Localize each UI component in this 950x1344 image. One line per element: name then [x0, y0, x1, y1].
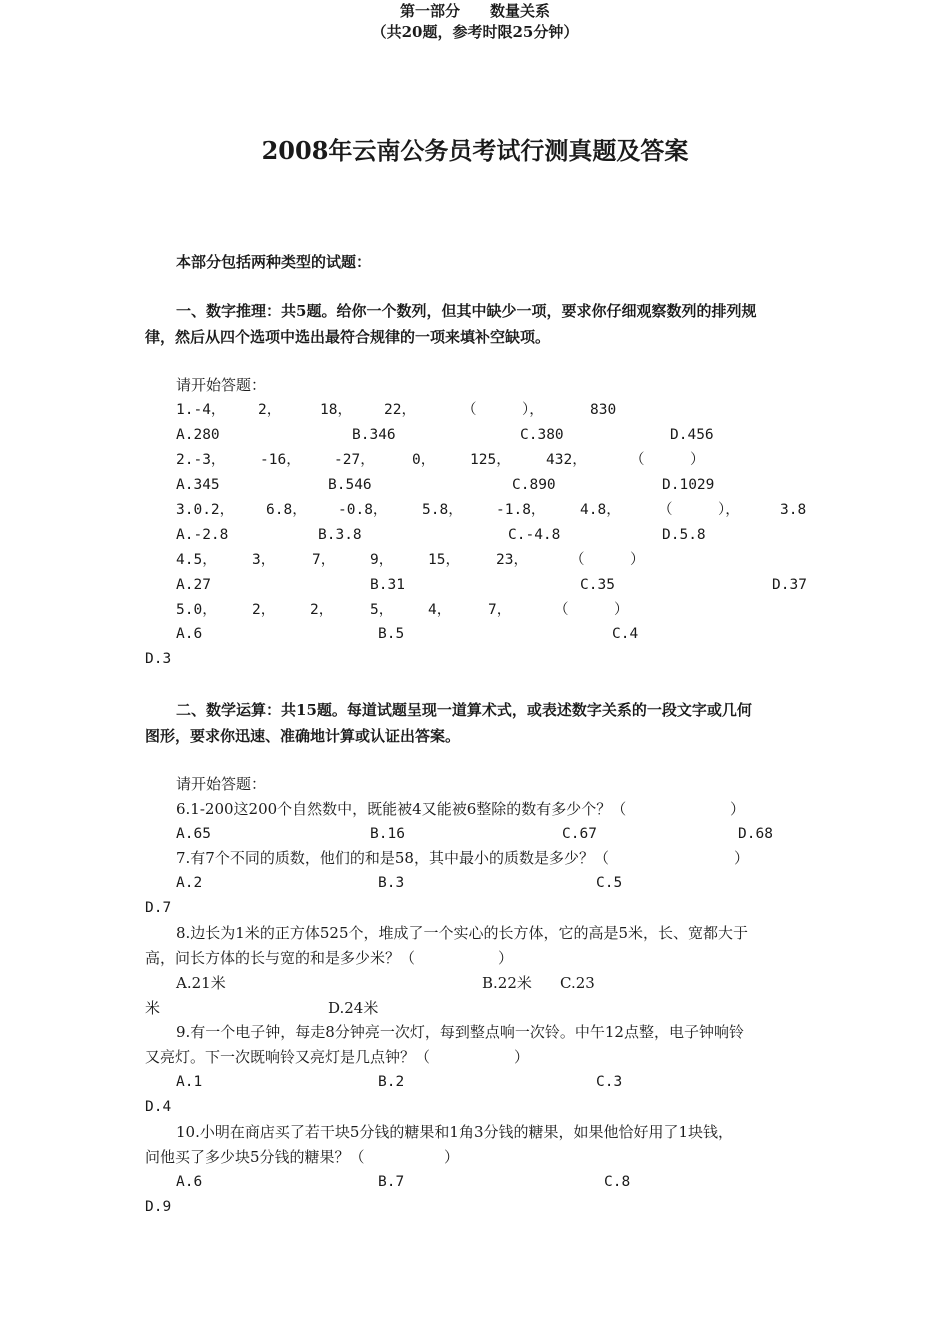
q9-text-line1: 9.有一个电子钟，每走8分钟亮一次灯，每到整点响一次铃。中午12点整，电子钟响铃: [176, 1023, 744, 1041]
q5-option-c: C.4: [612, 626, 639, 642]
q5-option-b: B.5: [378, 626, 405, 642]
q7-text: 7.有7个不同的质数，他们的和是58，其中最小的质数是多少？（: [176, 849, 609, 867]
q6-text: 6.1-200这200个自然数中，既能被4又能被6整除的数有多少个？（: [176, 800, 627, 818]
q2-term: 125，: [470, 452, 511, 468]
q4-term: 3，: [252, 552, 276, 568]
q10-blank-close: ）: [444, 1148, 460, 1166]
q2-number: 2.-3，: [176, 452, 226, 468]
q2-term: -16，: [260, 452, 301, 468]
q1-term: 18，: [320, 402, 352, 418]
q4-option-d: D.37: [772, 577, 807, 593]
q5-term: 4，: [428, 602, 452, 618]
q10-option-a: A.6: [176, 1174, 203, 1190]
q7-option-d: D.7: [145, 900, 172, 916]
q6-option-a: A.65: [176, 826, 211, 842]
q1-option-d: D.456: [670, 427, 714, 443]
section2-desc-line2: 图形，要求你迅速、准确地计算或认证出答案。: [145, 727, 461, 745]
q2-term: 432，: [546, 452, 587, 468]
q9-option-b: B.2: [378, 1074, 405, 1090]
q10-option-c: C.8: [604, 1174, 631, 1190]
q9-text-line2: 又亮灯。下一次既响铃又亮灯是几点钟？（: [145, 1048, 431, 1066]
q8-text-line2: 高，问长方体的长与宽的和是多少米？（: [145, 949, 416, 967]
q4-term: 9，: [370, 552, 394, 568]
q1-number: 1.-4，: [176, 402, 226, 418]
section2-start: 请开始答题：: [176, 775, 267, 793]
q3-term: -0.8，: [338, 502, 388, 518]
q5-option-d: D.3: [145, 651, 172, 667]
q5-option-a: A.6: [176, 626, 203, 642]
q8-option-a: A.21米: [176, 974, 226, 992]
q5-term: 7，: [488, 602, 512, 618]
q5-number: 5.0，: [176, 602, 217, 618]
q6-option-c: C.67: [562, 826, 597, 842]
q10-option-b: B.7: [378, 1174, 405, 1190]
q4-option-b: B.31: [370, 577, 405, 593]
q3-term: 6.8，: [266, 502, 307, 518]
q7-blank-close: ）: [734, 849, 750, 867]
q8-option-c: C.23: [560, 974, 595, 992]
q1-term: 22，: [384, 402, 416, 418]
q8-option-c-unit: 米: [145, 999, 161, 1017]
section1-desc-line1: 一、数字推理：共5题。给你一个数列，但其中缺少一项，要求你仔细观察数列的排列规: [176, 302, 757, 320]
q7-option-c: C.5: [596, 875, 623, 891]
document-title: 2008年云南公务员考试行测真题及答案: [261, 136, 689, 165]
q4-term: 7，: [312, 552, 336, 568]
q3-term: 5.8，: [422, 502, 463, 518]
q7-option-b: B.3: [378, 875, 405, 891]
q4-term: 23，: [496, 552, 528, 568]
intro-text: 本部分包括两种类型的试题：: [176, 253, 372, 271]
q9-option-d: D.4: [145, 1099, 172, 1115]
q8-option-b: B.22米: [482, 974, 532, 992]
q3-option-a: A.-2.8: [176, 527, 229, 543]
q10-option-d: D.9: [145, 1199, 172, 1215]
q2-blank-close: ）: [690, 452, 705, 468]
q9-option-c: C.3: [596, 1074, 623, 1090]
q6-blank-close: ）: [730, 800, 746, 818]
q1-option-a: A.280: [176, 427, 220, 443]
q1-term: 2，: [258, 402, 282, 418]
section1-desc-line2: 律，然后从四个选项中选出最符合规律的一项来填补空缺项。: [145, 328, 551, 346]
q2-term: 0，: [412, 452, 436, 468]
part-note: （共20题，参考时限25分钟）: [371, 23, 579, 41]
q2-term: -27，: [334, 452, 375, 468]
q2-option-d: D.1029: [662, 477, 715, 493]
q5-term: 2，: [252, 602, 276, 618]
q2-option-c: C.890: [512, 477, 556, 493]
q1-option-c: C.380: [520, 427, 564, 443]
q4-term: 15，: [428, 552, 460, 568]
q9-blank-close: ）: [514, 1048, 530, 1066]
q6-option-d: D.68: [738, 826, 773, 842]
q5-term: 5，: [370, 602, 394, 618]
q3-number: 3.0.2，: [176, 502, 235, 518]
q5-blank-open: （: [554, 602, 569, 618]
q1-term: 830: [590, 402, 617, 418]
q10-text-line2: 问他买了多少块5分钱的糖果？（: [145, 1148, 365, 1166]
q5-term: 2，: [310, 602, 334, 618]
q4-blank-close: ）: [630, 552, 645, 568]
q3-blank-open: （: [658, 502, 673, 518]
q8-blank-close: ）: [498, 949, 514, 967]
q7-option-a: A.2: [176, 875, 203, 891]
q5-blank-close: ）: [614, 602, 629, 618]
q4-option-a: A.27: [176, 577, 211, 593]
q3-option-c: C.-4.8: [508, 527, 561, 543]
q8-text-line1: 8.边长为1米的正方体525个，堆成了一个实心的长方体，它的高是5米，长、宽都大于: [176, 924, 749, 942]
q3-term: 4.8，: [580, 502, 621, 518]
q3-option-b: B.3.8: [318, 527, 362, 543]
q1-blank-close: ），: [522, 402, 544, 418]
q2-option-b: B.546: [328, 477, 372, 493]
q9-option-a: A.1: [176, 1074, 203, 1090]
q6-option-b: B.16: [370, 826, 405, 842]
q1-option-b: B.346: [352, 427, 396, 443]
q10-text-line1: 10.小明在商店买了若干块5分钱的糖果和1角3分钱的糖果，如果他恰好用了1块钱，: [176, 1123, 734, 1141]
q3-term: -1.8，: [496, 502, 546, 518]
q4-option-c: C.35: [580, 577, 615, 593]
q3-blank-close: ），: [718, 502, 740, 518]
q2-option-a: A.345: [176, 477, 220, 493]
section1-start: 请开始答题：: [176, 376, 267, 394]
q3-term: 3.8: [780, 502, 807, 518]
part-heading: 第一部分 数量关系: [399, 2, 550, 20]
section2-desc-line1: 二、数学运算：共15题。每道试题呈现一道算术式，或表述数字关系的一段文字或几何: [176, 701, 752, 719]
q4-number: 4.5，: [176, 552, 217, 568]
q3-option-d: D.5.8: [662, 527, 706, 543]
q2-blank-open: （: [630, 452, 645, 468]
q1-blank-open: （: [462, 402, 477, 418]
q4-blank-open: （: [570, 552, 585, 568]
q8-option-d: D.24米: [328, 999, 379, 1017]
